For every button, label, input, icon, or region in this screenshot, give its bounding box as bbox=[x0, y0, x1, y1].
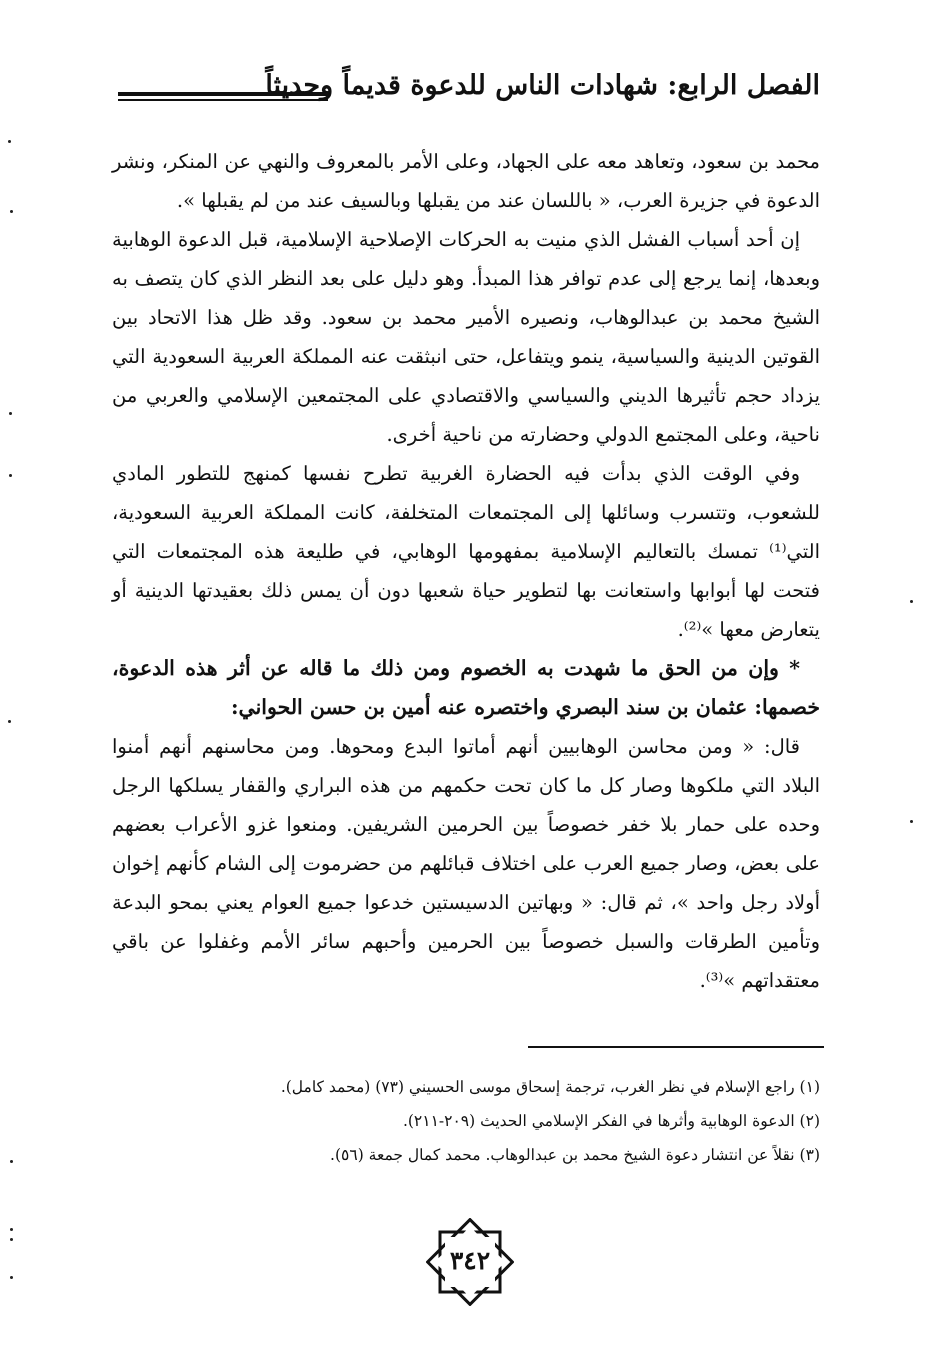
scan-speck bbox=[10, 1228, 13, 1231]
scan-speck bbox=[10, 1160, 13, 1163]
scan-speck bbox=[910, 600, 913, 603]
chapter-title: الفصل الرابع: شهادات الناس للدعوة قديماً وحديثاً bbox=[265, 70, 820, 101]
footnote-1: (١) راجع الإسلام في نظر الغرب، ترجمة إسحاق موسى الحسيني (٧٣) (محمد كامل). bbox=[280, 1078, 820, 1096]
chapter-header bbox=[118, 66, 820, 116]
page-number-badge bbox=[426, 1218, 514, 1306]
main-text bbox=[112, 142, 820, 1000]
scan-speck bbox=[10, 1238, 13, 1241]
scan-speck bbox=[8, 720, 11, 723]
footnote-3: (٣) نقلاً عن انتشار دعوة الشيخ محمد بن عبدالوهاب. محمد كمال جمعة (٥٦). bbox=[330, 1146, 820, 1164]
scan-speck bbox=[9, 474, 12, 477]
paragraph-3: وفي الوقت الذي بدأت فيه الحضارة الغربية تطرح نفسها كمنهج للتطور المادي للشعوب، وتتسرب وسائلها إلى المجتمعات المتخلفة، كانت المملكة العربية السعودية، التي⁽¹⁾ تمسك بالتعاليم الإسلامية بمفهومها الوهابي، في طليعة هذه المجتمعات التي فتحت لها أبوابها واستعانت بها لتطوير حياة شعبها دون أن يمس ذلك بعقيدتها الدينية أو يتعارض معها »⁽²⁾. bbox=[112, 462, 820, 641]
paragraph-1: محمد بن سعود، وتعاهد معه على الجهاد، وعلى الأمر بالمعروف والنهي عن المنكر، ونشر الدعوة في جزيرة العرب، « باللسان عند من يقبلها وبالسيف عند من لم يقبلها ». bbox=[112, 150, 820, 212]
footnote-separator bbox=[528, 1046, 824, 1048]
scan-speck bbox=[10, 210, 13, 213]
scan-speck bbox=[8, 140, 11, 143]
paragraph-4-heading: * وإن من الحق ما شهدت به الخصوم ومن ذلك ما قاله عن أثر هذه الدعوة، خصمها: عثمان بن سند البصري واختصره عنه أمين بن حسن الحواني: bbox=[112, 656, 820, 719]
scan-speck bbox=[9, 412, 12, 415]
paragraph-5-quote: قال: « ومن محاسن الوهابيين أنهم أماتوا البدع ومحوها. ومن محاسنهم أنهم أمنوا البلاد التي ملكوها وصار كل ما كان تحت حكمهم من هذه البراري والقفار يسلكها الرجل وحده على حمار بلا خفر خصوصاً بين الحرمين الشريفين. ومنعوا غزو الأعراب بعضهم على بعض، وصار جميع العرب على اختلاف قبائلهم من حضرموت إلى الشام كأنهم إخوان أولاد رجل واحد »، ثم قال: « وبهاتين الدسيستين خدعوا جميع العوام يعني بمحو البدعة وتأمين الطرقات والسبل خصوصاً بين الحرمين وأحبهم سائر الأمم وغفلوا عن باقي معتقداتهم »⁽³⁾. bbox=[112, 735, 820, 992]
paragraph-2: إن أحد أسباب الفشل الذي منيت به الحركات الإصلاحية الإسلامية، قبل الدعوة الوهابية وبعدها، إنما يرجع إلى عدم توافر هذا المبدأ. وهو دليل على بعد النظر الذي كان يتصف به الشيخ محمد بن عبدالوهاب، ونصيره الأمير محمد بن سعود. وقد ظل هذا الاتحاد بين القوتين الدينية والسياسية، ينمو ويتفاعل، حتى انبثقت عنه المملكة العربية السعودية التي يزداد حجم تأثيرها الديني والسياسي والاقتصادي على المجتمعين الإسلامي والعربي من ناحية، وعلى المجتمع الدولي وحضارته من ناحية أخرى. bbox=[112, 228, 820, 446]
scan-speck bbox=[910, 820, 913, 823]
footnote-2: (٢) الدعوة الوهابية وأثرها في الفكر الإسلامي الحديث (٢٠٩-٢١١). bbox=[402, 1112, 820, 1130]
header-rule bbox=[118, 92, 328, 101]
scan-speck bbox=[10, 1276, 13, 1279]
footnotes bbox=[112, 1070, 820, 1172]
page-number: ٣٤٢ bbox=[449, 1246, 491, 1275]
